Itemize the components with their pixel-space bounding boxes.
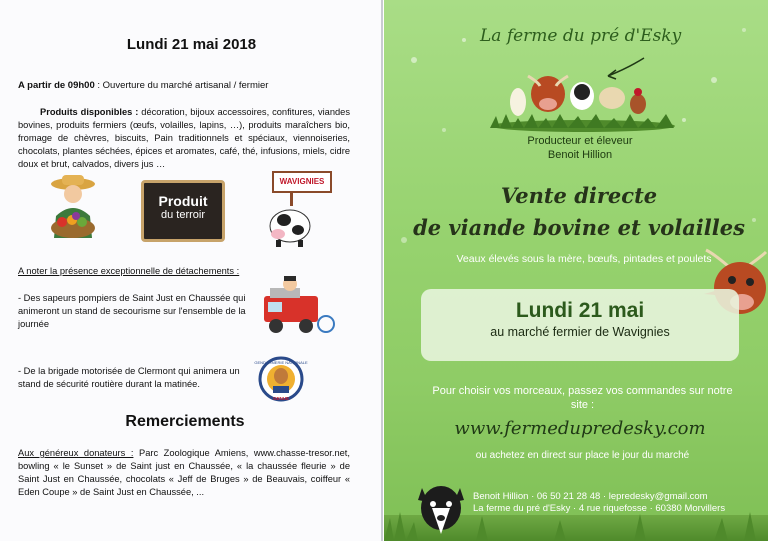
products-list: décoration, bijoux accessoires, confitures, viandes bovines, produits fermiers (œufs, volailles, lapins, …), produits maraîchers bio, fromage de chèvres, biscuits, Pain traditionnels et spéciaux, viennoiseries, chocolats, plantes séchées, épices et aromates, café, thé, infusions, miels, cidre doux et brut, calvados, divers jus …: [18, 107, 350, 169]
donors-paragraph: [18, 447, 350, 499]
donors-label: Aux généreux donateurs :: [18, 448, 134, 458]
gendarmerie-badge-bottom-text: GENUE: [272, 396, 290, 401]
website-link[interactable]: www.fermedupredesky.com: [454, 418, 706, 439]
contact-line-1: Benoit Hillion · 06 50 21 28 48 · lepredesky@gmail.com: [473, 491, 708, 502]
producer-role: Producteur et éleveur: [527, 135, 633, 147]
cartoon-cow-illustration: [262, 192, 330, 248]
products-label: Produits disponibles :: [40, 107, 139, 117]
headline: [410, 180, 748, 244]
event-date-box: [421, 289, 739, 361]
order-instructions: Pour choisir vos morceaux, passez vos commandes sur notre site :: [432, 385, 733, 411]
opening-text: : Ouverture du marché artisanal / fermier: [94, 80, 269, 91]
brigade-note: - De la brigade motorisée de Clermont qui animera un stand de sécurité routière durant la matinée.: [18, 366, 240, 389]
farm-animals-illustration: [488, 64, 678, 138]
gendarmerie-badge-top-text: GENDARMERIE NATIONALE: [254, 360, 308, 365]
donors-list: Parc Zoologique Amiens, www.chasse-tresor.net, bowling « le Sunset » de Saint just en Chaussée, « la chaussée fleurie » de Saint Just en Chaussée, chocolats « Jeff de Bruges » de Beauvais, coiffeur « Eden Coupe » de Saint Just en Chaussée, ...: [18, 448, 350, 497]
opening-line: [18, 80, 363, 91]
produit-du-terroir-badge: [141, 180, 225, 242]
event-place: au marché fermier de Wavignies: [490, 325, 670, 339]
products-paragraph: [18, 106, 350, 171]
producer-block: [490, 134, 670, 162]
left-page: [0, 0, 383, 541]
direct-purchase-text: ou achetez en direct sur place le jour du marché: [475, 450, 690, 461]
producer-name: Benoit Hillion: [547, 149, 613, 161]
note-heading: A noter la présence exceptionnelle de détachements :: [18, 266, 240, 276]
terroir-label-line1: Produit: [158, 193, 208, 209]
headline-line1: Vente directe: [500, 183, 658, 208]
contact-line-2: La ferme du pré d'Esky · 4 rue riquefosse · 60380 Morvillers: [473, 503, 726, 514]
farmer-illustration: [42, 172, 104, 248]
dog-illustration: [414, 478, 468, 541]
terroir-label-line2: du terroir: [160, 209, 206, 221]
headline-line2: de viande bovine et volailles: [413, 215, 745, 240]
subheadline: Veaux élevés sous la mère, bœufs, pintades et poulets: [456, 253, 712, 265]
thanks-heading: Remerciements: [125, 413, 245, 430]
opening-time: A partir de 09h00: [18, 80, 95, 91]
event-date: Lundi 21 mai: [515, 299, 645, 322]
page-date-title: Lundi 21 mai 2018: [126, 36, 257, 53]
firefighters-note: - Des sapeurs pompiers de Saint Just en Chaussée qui animeront un stand de secourisme sur l'ensemble de la journée: [18, 293, 246, 329]
fire-truck-illustration: [260, 274, 338, 338]
farm-title: La ferme du pré d'Esky: [480, 26, 682, 46]
wavignies-sign: WAVIGNIES: [272, 171, 332, 193]
gendarmerie-badge-icon: [254, 356, 308, 402]
